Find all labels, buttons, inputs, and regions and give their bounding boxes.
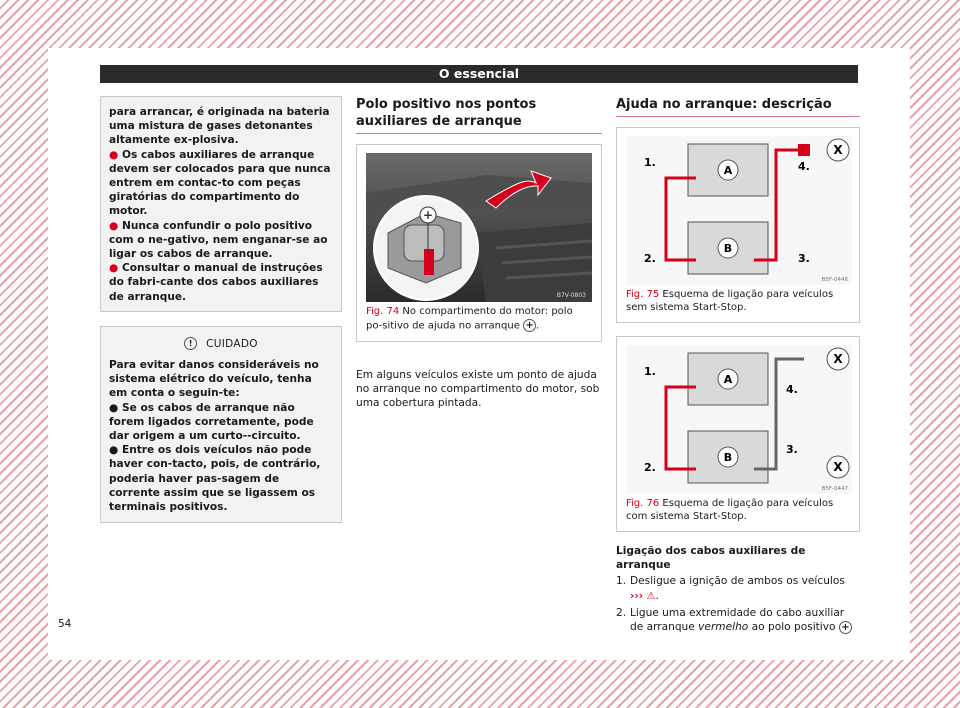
svg-text:2.: 2. [644, 461, 656, 474]
column-left [100, 96, 342, 523]
plus-circle-icon: + [523, 319, 536, 332]
chevron-link-icon[interactable]: ››› [630, 589, 644, 602]
warning-triangle-icon: ⚠ [646, 590, 656, 602]
info-circle-icon: ! [184, 337, 197, 350]
warning-box [100, 96, 342, 312]
svg-text:4.: 4. [798, 160, 810, 173]
figure-76 [616, 336, 860, 532]
section-title-jump-start: Ajuda no arranque: descrição [616, 96, 860, 117]
figure-code: B7V-0803 [556, 292, 586, 299]
figure-76-caption: Fig. 76 Esquema de ligação para veículos com sistema Start-Stop. [626, 498, 834, 522]
figure-74 [356, 144, 602, 342]
column-right [616, 96, 860, 634]
warning-bullet: ● Consultar o manual de instruções do fabri-cante dos cabos auxiliares de arranque. [109, 262, 323, 303]
figure-code: B5F-0446 [821, 277, 848, 283]
svg-text:X: X [833, 460, 843, 474]
figure-75-caption: Fig. 75 Esquema de ligação para veículos sem sistema Start-Stop. [626, 289, 834, 313]
svg-text:3.: 3. [798, 252, 810, 265]
figure-code: B5F-0447 [821, 486, 848, 492]
subheading-cable-connection: Ligação dos cabos auxiliares de arranque [616, 545, 806, 572]
warning-bullet: ● Nunca confundir o polo positivo com o ne-gativo, nem enganar-se ao ligar os cabos de arranque. [109, 219, 328, 261]
svg-text:3.: 3. [786, 443, 798, 456]
list-item: 2. Ligue uma extremidade do cabo auxiliar de arranque vermelho ao polo positivo + [616, 606, 860, 634]
page [48, 48, 910, 660]
caution-bullet: ● Entre os dois veículos não pode haver con-tacto, pois, de contrário, poderia haver pas-sagem de corrente assim que se ligassem os terminais positivos. [109, 444, 321, 514]
svg-text:X: X [833, 352, 843, 366]
svg-text:4.: 4. [786, 383, 798, 396]
caution-title: CUIDADO [206, 337, 258, 350]
svg-text:2.: 2. [644, 252, 656, 265]
caution-bullet: ● Se os cabos de arranque não forem ligados corretamente, pode dar origem a um curto--circuito. [109, 401, 314, 443]
battery-b-label: B [723, 242, 733, 255]
caution-heading [109, 337, 333, 351]
page-number: 54 [58, 618, 72, 630]
warning-bullet: ● Os cabos auxiliares de arranque devem ser colocados para que nunca entrem em contac-to com peças giratórias do compartimento do motor. [109, 148, 331, 218]
fig74-plus-label: + [422, 208, 434, 222]
svg-text:1.: 1. [644, 365, 656, 378]
caution-box [100, 326, 342, 523]
list-item: 1. Desligue a ignição de ambos os veículos ››› ⚠. [616, 575, 845, 602]
engine-compartment-illustration [366, 153, 592, 302]
svg-text:1.: 1. [644, 156, 656, 169]
body-paragraph: Em alguns veículos existe um ponto de ajuda no arranque no compartimento do motor, sob uma cobertura pintada. [356, 368, 600, 409]
battery-a-label: A [723, 164, 733, 177]
caution-intro: Para evitar danos consideráveis no sistema elétrico do veículo, tenha em conta o seguin-te: [109, 359, 319, 400]
plus-circle-icon: + [839, 621, 852, 634]
figure-74-caption: Fig. 74 No compartimento do motor: polo po-sitivo de ajuda no arranque + . [366, 306, 573, 331]
figure-75 [616, 127, 860, 323]
svg-text:A: A [723, 373, 733, 386]
page-header: O essencial [100, 65, 858, 83]
wiring-diagram-start-stop [626, 345, 852, 494]
wiring-diagram-no-start-stop [626, 136, 852, 285]
ground-x-label: X [833, 143, 843, 157]
svg-text:B: B [723, 451, 733, 464]
section-title-positive-pole: Polo positivo nos pontos auxiliares de arranque [356, 96, 602, 134]
column-middle [356, 96, 602, 410]
warning-text: para arrancar, é originada na bateria uma mistura de gases detonantes altamente ex-plosiva. [109, 106, 330, 147]
